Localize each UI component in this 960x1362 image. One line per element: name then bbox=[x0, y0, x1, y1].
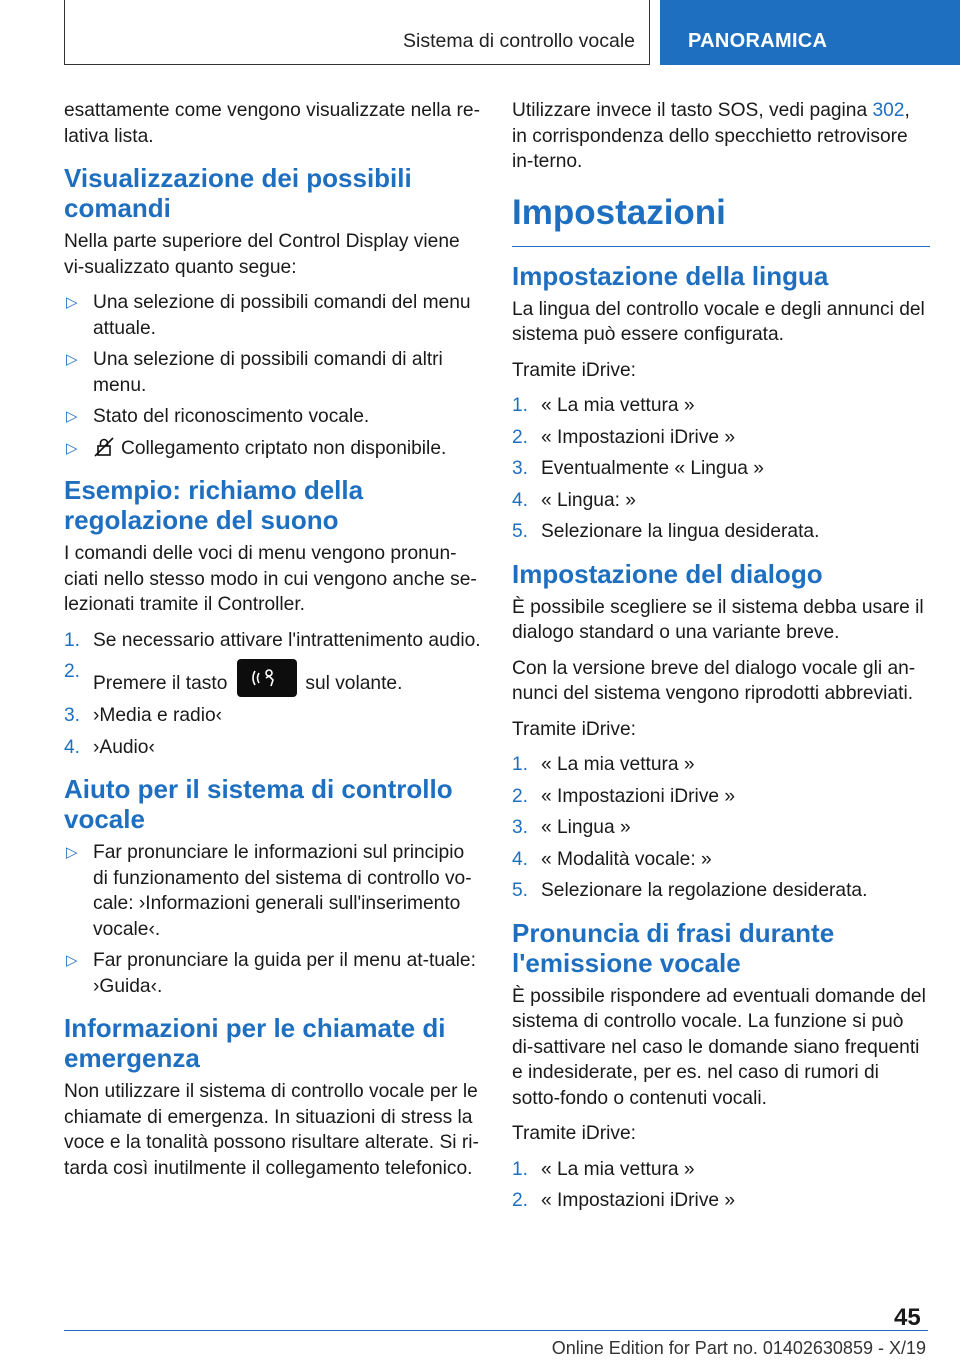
bullet-triangle-icon: ▷ bbox=[66, 844, 78, 861]
bullet-triangle-icon: ▷ bbox=[66, 294, 78, 311]
list-item: ▷ Far pronunciare la guida per il menu at-tuale: ›Guida‹. bbox=[66, 950, 476, 997]
heading-impostazioni: Impostazioni bbox=[512, 193, 930, 247]
voice-button-icon bbox=[237, 659, 297, 697]
list-item: 1. « La mia vettura » bbox=[512, 1158, 695, 1180]
list-item: 1. Se necessario attivare l'intrattenimento audio. bbox=[64, 629, 481, 651]
encryption-off-icon bbox=[93, 437, 115, 457]
heading-esempio: Esempio: richiamo della regolazione del suono bbox=[64, 475, 364, 535]
bullet-triangle-icon: ▷ bbox=[66, 351, 78, 368]
heading-lingua: Impostazione della lingua bbox=[512, 260, 829, 291]
steps-dialogo bbox=[512, 752, 930, 904]
list-item: ▷ Far pronunciare le informazioni sul principio di funzionamento del sistema di controllo vo-cale: ›Informazioni generali sull'inserimento vocale‹. bbox=[66, 842, 472, 940]
list-item: 2. « Impostazioni iDrive » bbox=[512, 785, 736, 807]
bullet-list-possibili bbox=[64, 290, 482, 461]
heading-aiuto: Aiuto per il sistema di controllo vocale bbox=[64, 774, 453, 834]
paragraph-dialogo-1: È possibile scegliere se il sistema debba usare il dialogo standard o una variante breve. bbox=[512, 596, 924, 643]
list-item: 1. « La mia vettura » bbox=[512, 395, 695, 416]
paragraph-lingua: La lingua del controllo vocale e degli annunci del sistema può essere configurata. bbox=[512, 298, 925, 345]
right-column bbox=[512, 98, 930, 1228]
list-item: 4. « Modalità vocale: » bbox=[512, 848, 712, 870]
steps-pronuncia bbox=[512, 1157, 930, 1214]
paragraph-emergenza: Non utilizzare il sistema di controllo vocale per le chiamate di emergenza. In situazioni di stress la voce e la tonalità possono risultare alterate. Si ri-tarda così inutilmente il collegamento telefonico. bbox=[64, 1081, 479, 1179]
heading-pronuncia: Pronuncia di frasi durante l'emissione vocale bbox=[512, 917, 835, 978]
bullet-list-aiuto bbox=[64, 840, 482, 999]
right-intro: Utilizzare invece il tasto SOS, vedi pagina 302, in corrispondenza dello specchietto retrovisore in-terno. bbox=[512, 100, 910, 172]
paragraph-esempio: I comandi delle voci di menu vengono pronun-ciati nello stesso modo in cui vengono anche se-lezionati tramite il Controller. bbox=[64, 543, 477, 615]
bullet-triangle-icon: ▷ bbox=[66, 952, 78, 969]
list-item: 3. Eventualmente « Lingua » bbox=[512, 458, 764, 479]
paragraph-possibili: Nella parte superiore del Control Display viene vi-sualizzato quanto segue: bbox=[64, 231, 460, 278]
paragraph-dialogo-2: Con la versione breve del dialogo vocale gli an-nunci del sistema vengono riprodotti abbreviati. bbox=[512, 657, 916, 704]
tramite-idrive: Tramite iDrive: bbox=[512, 1123, 637, 1144]
list-item: ▷ Collegamento criptato non disponibile. bbox=[64, 436, 482, 462]
list-item: ▷ Stato del riconoscimento vocale. bbox=[64, 404, 482, 430]
list-item: ▷ Una selezione di possibili comandi di altri menu. bbox=[66, 349, 443, 396]
list-item: 4. « Lingua: » bbox=[512, 489, 636, 511]
list-item: 2. « Impostazioni iDrive » bbox=[512, 426, 736, 448]
left-column bbox=[64, 98, 482, 1191]
list-item: ▷ Una selezione di possibili comandi del menu attuale. bbox=[66, 292, 471, 339]
page-number: 45 bbox=[894, 1304, 921, 1331]
list-item: 5. Selezionare la regolazione desiderata. bbox=[512, 880, 868, 901]
list-item: 3. « Lingua » bbox=[512, 817, 631, 838]
header-tab bbox=[660, 0, 960, 65]
page-link[interactable]: 302 bbox=[872, 100, 905, 121]
steps-esempio bbox=[64, 628, 482, 761]
heading-emergenza: Informazioni per le chiamate di emergenza bbox=[64, 1013, 446, 1073]
footer-edition: Online Edition for Part no. 01402630859 - X/19 bbox=[551, 1338, 926, 1358]
tramite-idrive: Tramite iDrive: bbox=[512, 359, 637, 381]
list-item: 5. Selezionare la lingua desiderata. bbox=[512, 521, 820, 542]
list-item: 4. ›Audio‹ bbox=[64, 736, 155, 758]
tramite-idrive: Tramite iDrive: bbox=[512, 718, 637, 740]
header-box bbox=[64, 0, 650, 65]
footer-divider bbox=[64, 1330, 928, 1331]
heading-possibili-comandi: Visualizzazione dei possibili comandi bbox=[64, 163, 412, 223]
heading-dialogo: Impostazione del dialogo bbox=[512, 558, 823, 589]
list-item: 2. Premere il tasto sul volante. bbox=[64, 659, 482, 697]
bullet-triangle-icon: ▷ bbox=[66, 439, 78, 457]
bullet-triangle-icon: ▷ bbox=[66, 408, 78, 425]
header-section-title: Sistema di controllo vocale bbox=[403, 30, 635, 52]
list-item: 1. « La mia vettura » bbox=[512, 754, 695, 775]
paragraph-pronuncia: È possibile rispondere ad eventuali domande del sistema di controllo vocale. La funzione si può di-sattivare nel caso le domande siano frequenti e indesiderate, per es. nel caso di rumori di sotto-fondo o contenuti vocali. bbox=[512, 985, 926, 1109]
steps-lingua bbox=[512, 393, 930, 545]
left-intro: esattamente come vengono visualizzate nella re-lativa lista. bbox=[64, 100, 480, 147]
header-tab-label: PANORAMICA bbox=[688, 30, 828, 52]
list-item: 2. « Impostazioni iDrive » bbox=[512, 1190, 736, 1211]
list-item: 3. ›Media e radio‹ bbox=[64, 705, 223, 726]
